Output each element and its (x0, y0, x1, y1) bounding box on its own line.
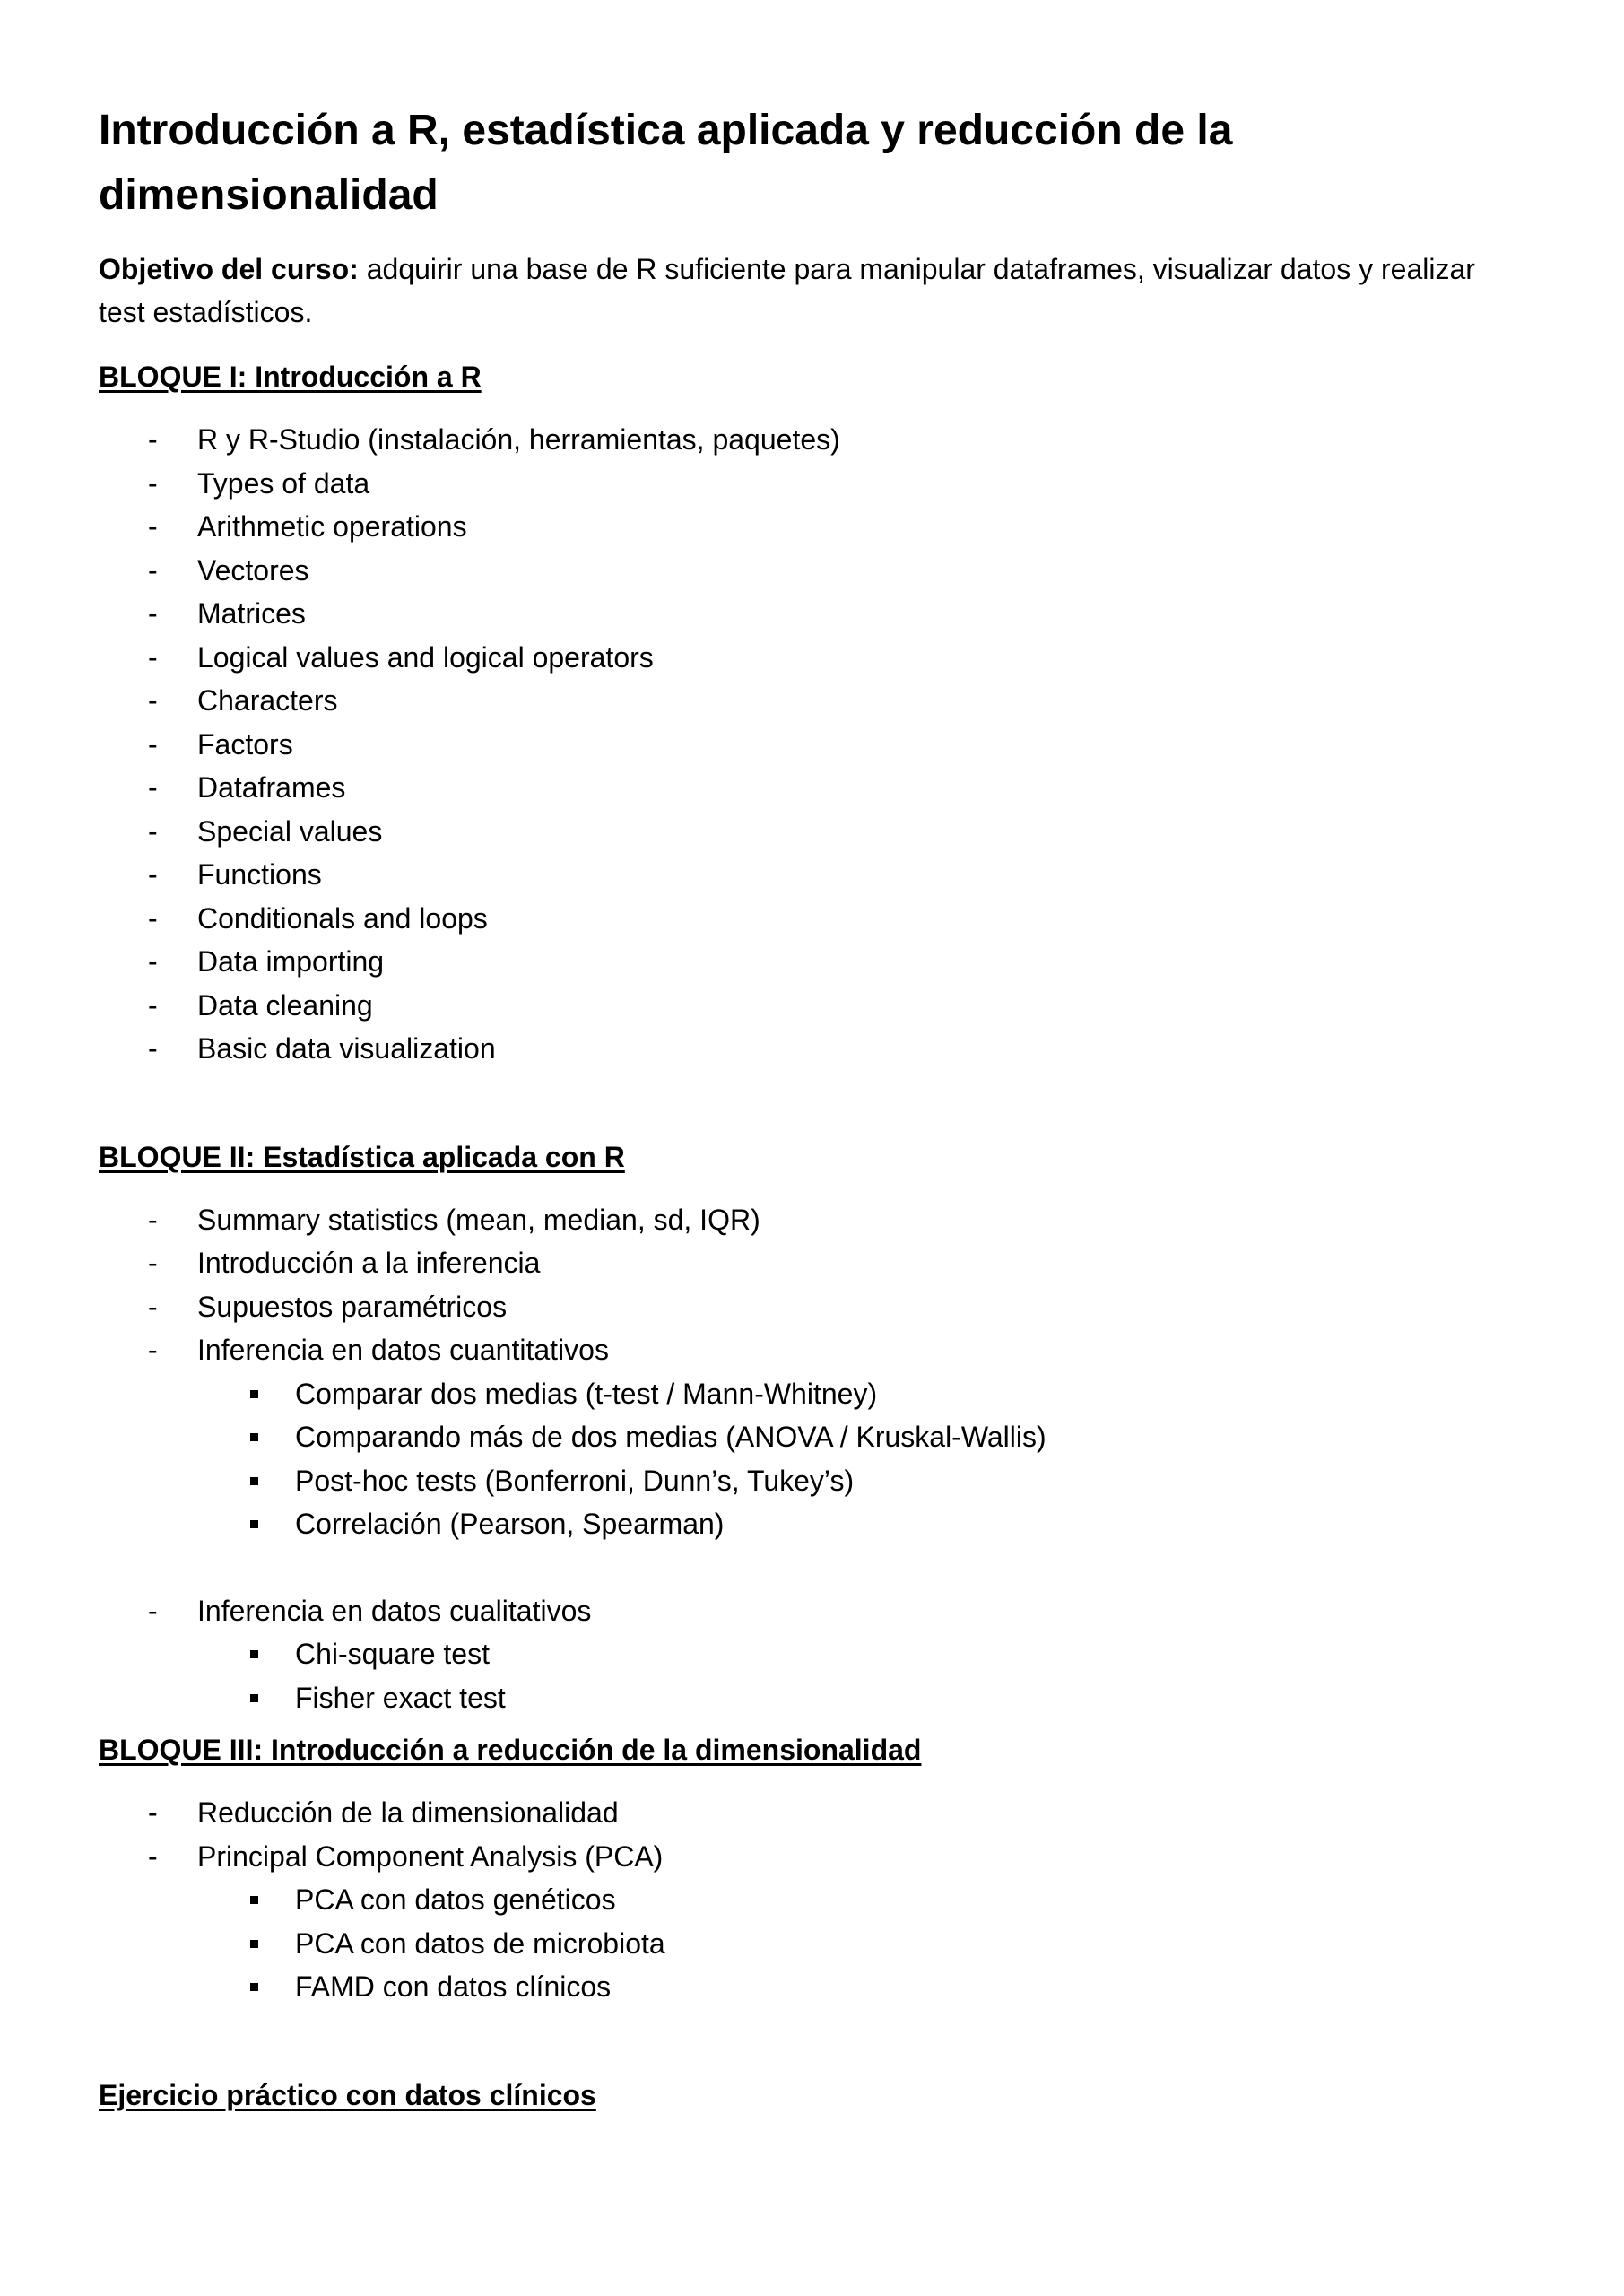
dash-bullet: - (148, 640, 158, 674)
dash-bullet: - (148, 814, 158, 848)
list-item (99, 462, 1525, 506)
sublist-item (99, 1632, 1525, 1676)
dash-bullet: - (148, 858, 158, 891)
dash-bullet: - (148, 510, 158, 543)
list-item (99, 1198, 1525, 1242)
block1-list (99, 418, 1525, 1071)
list-item (99, 549, 1525, 593)
square-bullet-icon (250, 1983, 258, 1991)
list-item (99, 853, 1525, 897)
list-item (99, 810, 1525, 854)
dash-bullet: - (148, 988, 158, 1022)
sublist-item (99, 1965, 1525, 2009)
block3-heading: BLOQUE III: Introducción a reducción de la dimensionalidad (99, 1734, 922, 1766)
square-bullet-icon (250, 1896, 258, 1904)
sublist-item (99, 1459, 1525, 1503)
dash-bullet: - (148, 1796, 158, 1829)
list-item-text: Supuestos paramétricos (197, 1290, 508, 1323)
spacer (99, 2009, 1525, 2074)
list-item-text: Introducción a la inferencia (197, 1247, 541, 1279)
sublist-item (99, 1372, 1525, 1416)
sublist-item-text: Chi-square test (295, 1638, 490, 1670)
list-item (99, 897, 1525, 941)
list-item-text: Arithmetic operations (197, 510, 467, 543)
list-item-text: R y R-Studio (instalación, herramientas, paquetes) (197, 423, 840, 456)
block2-list (99, 1198, 1525, 1372)
block2-heading: BLOQUE II: Estadística aplicada con R (99, 1140, 625, 1173)
list-item (99, 505, 1525, 549)
dash-bullet: - (148, 1032, 158, 1065)
dash-bullet: - (148, 1839, 158, 1873)
square-bullet-icon (250, 1650, 258, 1658)
sublist-item-text: FAMD con datos clínicos (295, 1970, 612, 2003)
qualitative-sublist (99, 1632, 1525, 1719)
list-item-text: Functions (197, 858, 322, 891)
dash-bullet: - (148, 466, 158, 500)
list-item (99, 1285, 1525, 1329)
list-item-text: Data cleaning (197, 988, 373, 1022)
block1-heading: BLOQUE I: Introducción a R (99, 361, 482, 393)
list-item (99, 592, 1525, 636)
quantitative-sublist (99, 1372, 1525, 1546)
sublist-item (99, 1878, 1525, 1922)
sublist-item-text: Fisher exact test (295, 1681, 506, 1714)
spacer (99, 1071, 1525, 1135)
square-bullet-icon (250, 1390, 258, 1398)
sublist-item-text: PCA con datos de microbiota (295, 1926, 665, 1960)
sublist-item-text: Comparando más de dos medias (ANOVA / Kruskal-Wallis) (295, 1421, 1046, 1453)
list-item (99, 636, 1525, 680)
square-bullet-icon (250, 1433, 258, 1441)
objective-text: adquirir una base de R suficiente para manipular dataframes, visualizar datos y realizar test estadísticos. (99, 253, 1475, 328)
list-item-text: Vectores (197, 553, 309, 587)
list-item-text: Types of data (197, 466, 370, 500)
sublist-item-text: Comparar dos medias (t-test / Mann-Whitney) (295, 1377, 878, 1410)
course-objective (99, 248, 1525, 334)
list-item-text: Summary statistics (mean, median, sd, IQR) (197, 1203, 760, 1236)
dash-bullet: - (148, 1594, 158, 1627)
document-title: Introducción a R, estadística aplicada y reducción de la dimensionalidad (99, 107, 1233, 219)
dash-bullet: - (148, 727, 158, 761)
dash-bullet: - (148, 1247, 158, 1279)
dash-bullet: - (148, 945, 158, 978)
sublist-item-text: Correlación (Pearson, Spearman) (295, 1508, 725, 1540)
list-item-text: Dataframes (197, 771, 346, 804)
spacer (99, 1546, 1525, 1589)
square-bullet-icon (250, 1477, 258, 1485)
square-bullet-icon (250, 1694, 258, 1702)
list-item (99, 1241, 1525, 1285)
list-item-text: Matrices (197, 597, 306, 630)
sublist-item (99, 1502, 1525, 1546)
square-bullet-icon (250, 1520, 258, 1528)
block3-list (99, 1791, 1525, 1878)
dash-bullet: - (148, 1203, 158, 1236)
qualitative-list (99, 1589, 1525, 1633)
list-item (99, 984, 1525, 1028)
dash-bullet: - (148, 423, 158, 456)
dash-bullet: - (148, 771, 158, 804)
list-item (99, 1589, 1525, 1633)
list-item (99, 1791, 1525, 1835)
dash-bullet: - (148, 1290, 158, 1323)
sublist-item (99, 1415, 1525, 1459)
objective-label: Objetivo del curso: (99, 253, 359, 285)
dash-bullet: - (148, 684, 158, 717)
dash-bullet: - (148, 901, 158, 935)
dash-bullet: - (148, 553, 158, 587)
list-item (99, 766, 1525, 810)
list-item-text: Conditionals and loops (197, 901, 488, 935)
sublist-item (99, 1676, 1525, 1720)
list-item (99, 1328, 1525, 1372)
list-item (99, 418, 1525, 462)
list-item-text: Reducción de la dimensionalidad (197, 1796, 619, 1829)
square-bullet-icon (250, 1940, 258, 1948)
pca-sublist (99, 1878, 1525, 2009)
list-item-text: Inferencia en datos cuantitativos (197, 1334, 609, 1366)
sublist-item-text: Post-hoc tests (Bonferroni, Dunn’s, Tukey’s) (295, 1464, 855, 1497)
list-item-text: Data importing (197, 945, 385, 978)
list-item-text: Characters (197, 684, 338, 717)
list-item (99, 723, 1525, 767)
sublist-item (99, 1922, 1525, 1966)
list-item (99, 679, 1525, 723)
dash-bullet: - (148, 597, 158, 630)
list-item-text: Principal Component Analysis (PCA) (197, 1839, 664, 1873)
list-item-text: Basic data visualization (197, 1032, 496, 1065)
list-item-text: Inferencia en datos cualitativos (197, 1594, 592, 1627)
list-item-text: Factors (197, 727, 293, 761)
practical-heading: Ejercicio práctico con datos clínicos (99, 2078, 596, 2111)
sublist-item-text: PCA con datos genéticos (295, 1883, 616, 1916)
list-item-text: Logical values and logical operators (197, 640, 654, 674)
list-item (99, 1027, 1525, 1071)
list-item (99, 940, 1525, 984)
spacer (99, 1719, 1525, 1728)
dash-bullet: - (148, 1334, 158, 1366)
list-item (99, 1835, 1525, 1879)
list-item-text: Special values (197, 814, 383, 848)
